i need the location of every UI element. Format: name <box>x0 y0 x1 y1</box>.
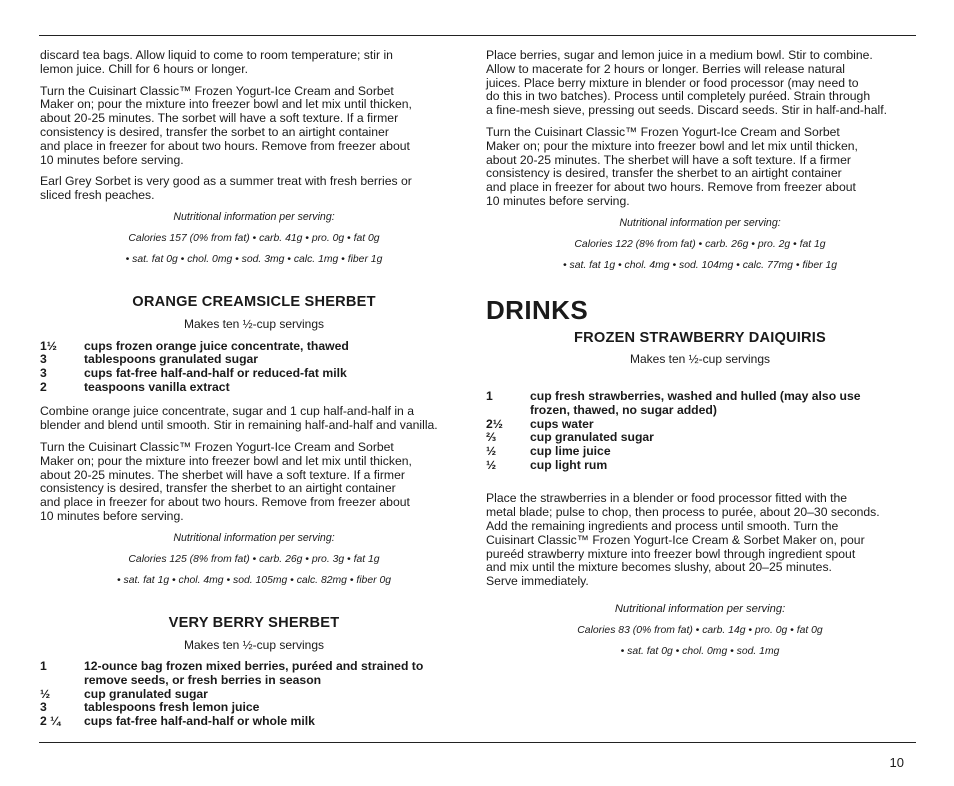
page-number: 10 <box>889 755 904 770</box>
ingredient-row <box>40 715 468 729</box>
orange-paragraph-2: Turn the Cuisinart Classic™ Frozen Yogurt-Ice Cream and Sorbet Maker on; pour the mixture into freezer bowl and let mix until thicken, about 20-25 minutes. The sherbet will have a soft texture. If a firmer consistency is desired, transfer the sherbet to an airtight container and place in freezer for about two hours. Remove from freezer about 10 minutes before serving. <box>40 439 412 523</box>
ingredient-row <box>486 459 914 473</box>
nutrition-line: Calories 122 (8% from fat) • carb. 26g • pro. 2g • fat 1g <box>574 238 826 250</box>
ingredient-row <box>486 418 914 432</box>
nutrition-line: Calories 157 (0% from fat) • carb. 41g • pro. 0g • fat 0g <box>128 232 380 244</box>
nutrition-heading: Nutritional information per serving: <box>614 602 786 615</box>
daiquiri-nutrition <box>486 603 914 658</box>
ingredient-text: cup lime juice <box>530 443 611 458</box>
berry-paragraph-2: Turn the Cuisinart Classic™ Frozen Yogurt-Ice Cream and Sorbet Maker on; pour the mixture into freezer bowl and let mix until thicken, about 20-25 minutes. The sherbet will have a soft texture. If a firmer consistency is desired, transfer the sherbet to an airtight container and place in freezer for about two hours. Remove from freezer about 10 minutes before serving. <box>486 124 858 208</box>
ingredient-row <box>486 445 914 459</box>
section-title: DRINKS <box>486 294 589 325</box>
ingredient-row <box>486 431 914 445</box>
ingredient-qty: 1½ <box>40 338 57 353</box>
orange-creamsicle-recipe <box>40 293 468 587</box>
ingredient-row <box>486 390 914 417</box>
ingredient-text: tablespoons granulated sugar <box>84 352 259 367</box>
ingredient-row <box>40 660 468 687</box>
berry-paragraph-1: Place berries, sugar and lemon juice in a medium bowl. Stir to combine. Allow to macerate for 2 hours or longer. Berries will release natural juices. Place berry mixture in blender or food processor (may need to do this in two batches). Process until completely puréed. Strain through a fine-mesh sieve, pressing out seeds. Discard seeds. Stir in half-and-half. <box>486 48 888 118</box>
nutrition-heading: Nutritional information per serving: <box>173 531 335 544</box>
very-berry-recipe <box>40 614 468 729</box>
nutrition-line: • sat. fat 1g • chol. 4mg • sod. 104mg • calc. 77mg • fiber 1g <box>562 259 838 271</box>
nutrition-heading: Nutritional information per serving: <box>173 210 335 223</box>
orange-paragraph-1: Combine orange juice concentrate, sugar and 1 cup half-and-half in a blender and blend until smooth. Stir in remaining half-and-half and vanilla. <box>40 404 438 433</box>
ingredient-row <box>40 353 468 367</box>
ingredient-text: cup fresh strawberries, washed and hulled (may also use frozen, thawed, no sugar added) <box>530 389 861 417</box>
ingredient-qty: ½ <box>40 686 51 701</box>
ingredient-qty: 2 <box>40 379 47 394</box>
ingredient-qty: 3 <box>40 352 47 367</box>
daiquiri-recipe <box>486 329 914 658</box>
left-column <box>40 49 468 729</box>
nutrition-line: Calories 83 (0% from fat) • carb. 14g • pro. 0g • fat 0g <box>577 624 823 636</box>
bottom-rule <box>39 742 916 743</box>
recipe-yield: Makes ten ½-cup servings <box>183 637 325 652</box>
top-rule <box>39 35 916 36</box>
ingredient-text: cups fat-free half-and-half or reduced-fat milk <box>84 365 347 380</box>
berry-nutrition <box>486 217 914 272</box>
ingredient-row <box>40 367 468 381</box>
ingredient-text: tablespoons fresh lemon juice <box>84 700 260 715</box>
ingredient-row <box>40 688 468 702</box>
ingredient-text: teaspoons vanilla extract <box>84 379 230 394</box>
nutrition-heading: Nutritional information per serving: <box>619 216 781 229</box>
nutrition-line: • sat. fat 0g • chol. 0mg • sod. 1mg <box>620 645 780 657</box>
ingredient-qty: 2½ <box>486 416 503 431</box>
ingredient-text: cups water <box>530 416 594 431</box>
recipe-yield: Makes ten ½-cup servings <box>183 316 325 331</box>
ingredient-row <box>40 381 468 395</box>
ingredient-qty: 3 <box>40 365 47 380</box>
ingredient-qty: ½ <box>486 443 497 458</box>
recipe-title: FROZEN STRAWBERRY DAIQUIRIS <box>574 329 826 346</box>
right-column <box>486 49 914 666</box>
recipe-title: ORANGE CREAMSICLE SHERBET <box>132 293 376 310</box>
recipe-yield: Makes ten ½-cup servings <box>629 352 771 367</box>
recipe-title: VERY BERRY SHERBET <box>168 614 340 631</box>
ingredient-row <box>40 701 468 715</box>
earl-grey-paragraph-1: discard tea bags. Allow liquid to come to room temperature; stir in lemon juice. Chill for 6 hours or longer. <box>40 48 393 76</box>
earl-grey-paragraph-3: Earl Grey Sorbet is very good as a summer treat with fresh berries or sliced fresh peaches. <box>40 174 412 203</box>
ingredient-qty: 1 <box>486 389 493 404</box>
ingredient-qty: 2 ¼ <box>40 714 61 729</box>
ingredient-qty: 3 <box>40 700 47 715</box>
ingredient-text: cups fat-free half-and-half or whole milk <box>84 714 315 729</box>
ingredient-text: cup granulated sugar <box>84 686 208 701</box>
ingredient-text: cup light rum <box>530 457 608 472</box>
ingredient-qty: 1 <box>40 659 47 674</box>
nutrition-line: • sat. fat 1g • chol. 4mg • sod. 105mg • calc. 82mg • fiber 0g <box>116 574 392 586</box>
nutrition-line: Calories 125 (8% from fat) • carb. 26g • pro. 3g • fat 1g <box>128 553 380 565</box>
ingredient-row <box>40 340 468 354</box>
orange-nutrition <box>40 532 468 587</box>
daiquiri-paragraph: Place the strawberries in a blender or food processor fitted with the metal blade; pulse to chop, then process to purée, about 20–30 seconds. Add the remaining ingredients and process until smooth. Turn the Cuisinart Classic™ Frozen Yogurt-Ice Cream & Sorbet Maker on, pour pureéd strawberry mixture into freezer bowl through ingredient spout and mix until the mixture becomes slushy, about 20–25 minutes. Serve immediately. <box>486 491 880 589</box>
ingredient-qty: ⅔ <box>486 430 497 445</box>
ingredient-text: cup granulated sugar <box>530 430 654 445</box>
earl-grey-paragraph-2: Turn the Cuisinart Classic™ Frozen Yogurt-Ice Cream and Sorbet Maker on; pour the mixture into freezer bowl and let mix until thicken, about 20-25 minutes. The sorbet will have a soft texture. If a firmer consistency is desired, transfer the sorbet to an airtight container and place in freezer for about two hours. Remove from freezer about 10 minutes before serving. <box>40 83 412 167</box>
earl-grey-nutrition <box>40 211 468 266</box>
ingredient-text: cups frozen orange juice concentrate, thawed <box>84 338 349 353</box>
ingredient-qty: ½ <box>486 457 497 472</box>
ingredient-text: 12-ounce bag frozen mixed berries, puréed and strained to remove seeds, or fresh berries in season <box>84 659 424 688</box>
nutrition-line: • sat. fat 0g • chol. 0mg • sod. 3mg • calc. 1mg • fiber 1g <box>125 253 383 265</box>
